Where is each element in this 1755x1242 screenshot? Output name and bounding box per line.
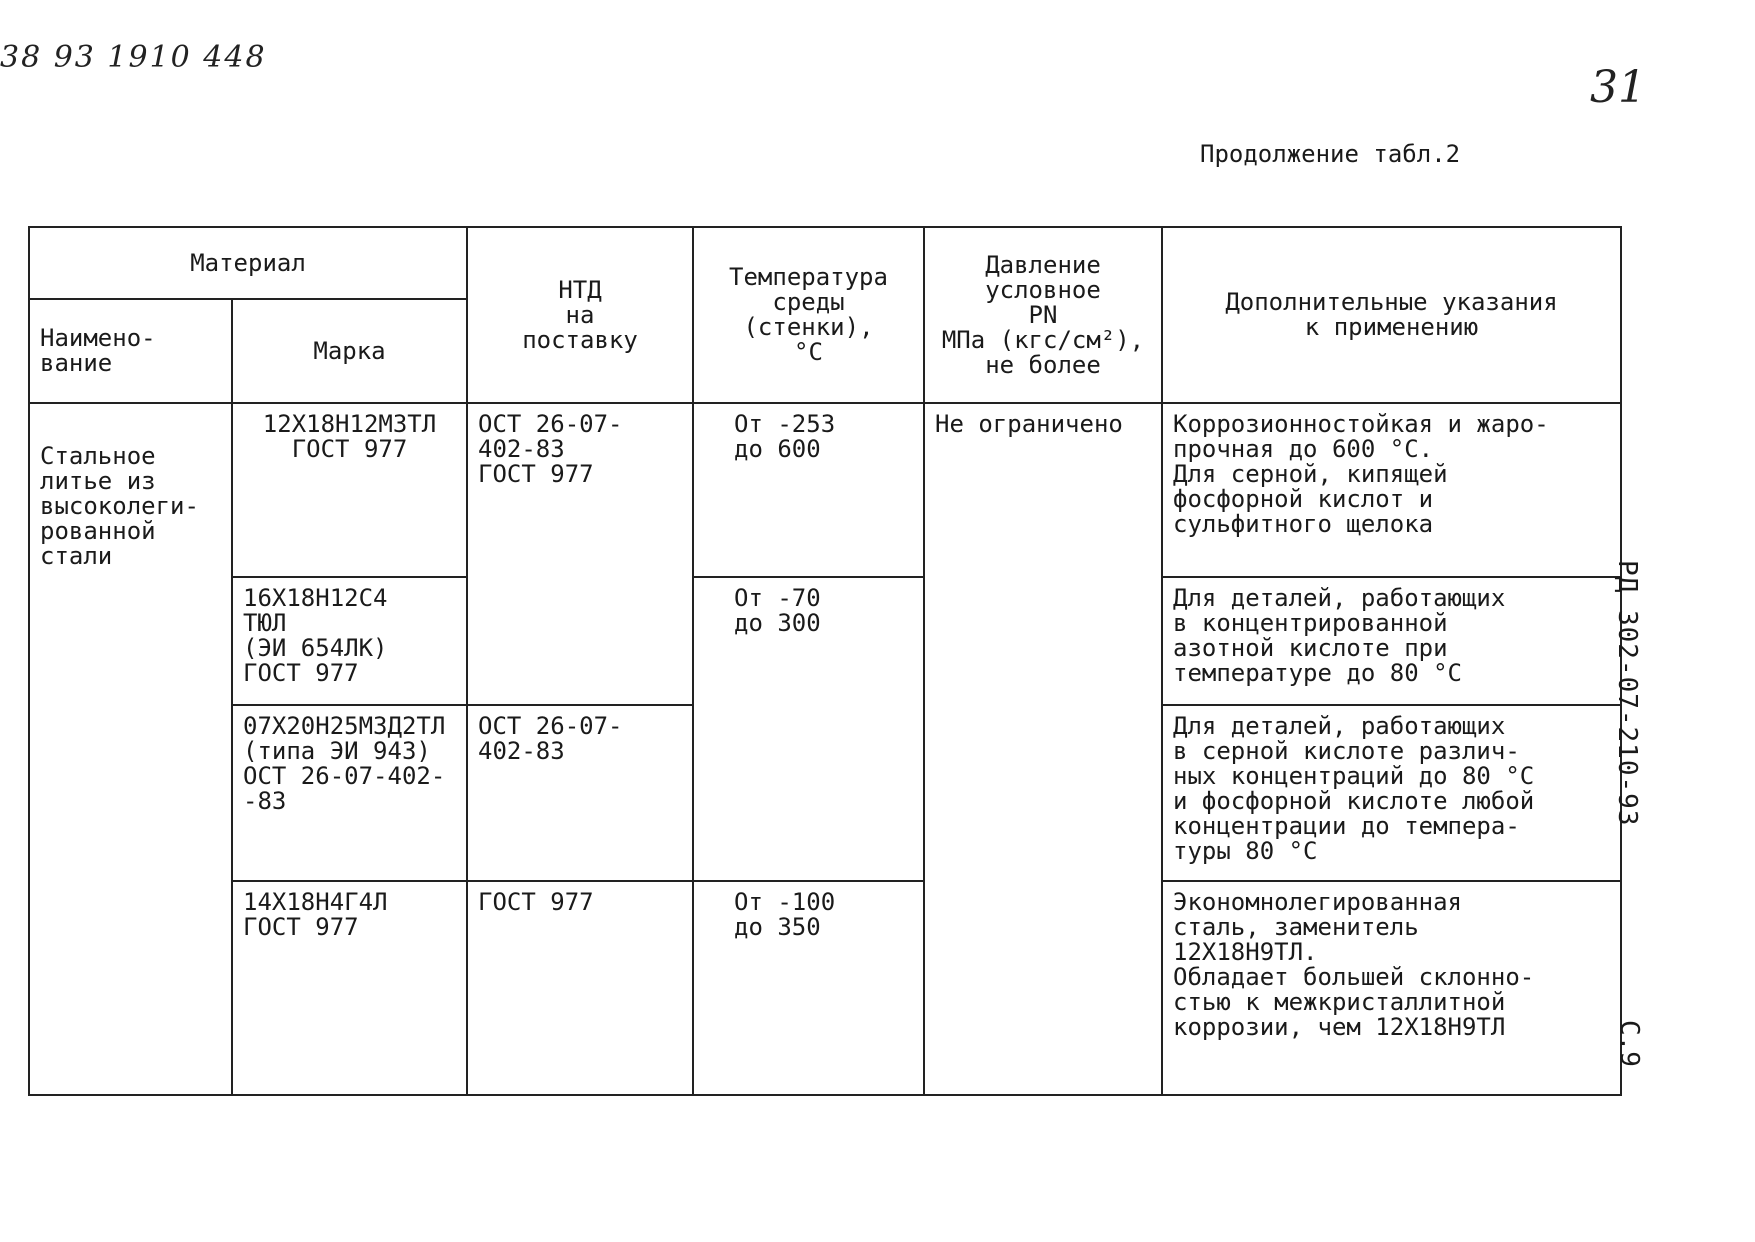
- materials-table-container: [28, 226, 1620, 1096]
- grade-cell: 14Х18Н4Г4Л ГОСТ 977: [232, 881, 467, 1095]
- temperature-cell: От -70 до 300: [693, 577, 924, 881]
- pressure-cell: Не ограничено: [924, 403, 1162, 1095]
- header-name: Наимено- вание: [29, 299, 232, 403]
- temperature-cell: От -253 до 600: [693, 403, 924, 577]
- header-material: Материал: [29, 227, 467, 299]
- notes-cell: Коррозионностойкая и жаро- прочная до 600 °С. Для серной, кипящей фосфорной кислот и сульфитного щелока: [1162, 403, 1621, 577]
- material-name-cell: Стальное литье из высоколеги- рованной стали: [29, 403, 232, 1095]
- notes-cell: Для деталей, работающих в серной кислоте различ- ных концентраций до 80 °С и фосфорной кислоте любой концентрации до темпера- туры 80 °С: [1162, 705, 1621, 881]
- header-grade: Марка: [232, 299, 467, 403]
- header-temperature: Температура среды (стенки), °С: [693, 227, 924, 403]
- ntd-cell: ГОСТ 977: [467, 881, 693, 1095]
- handwritten-note: 38 93 1910 448: [0, 40, 267, 75]
- grade-cell: 07Х20Н25М3Д2ТЛ (типа ЭИ 943) ОСТ 26-07-402- -83: [232, 705, 467, 881]
- temperature-cell: От -100 до 350: [693, 881, 924, 1095]
- materials-table: [28, 226, 1622, 1096]
- handwritten-page-number: 31: [1590, 62, 1646, 113]
- side-document-number: РД 302-07-210-93: [1612, 560, 1642, 827]
- grade-cell: 12Х18Н12М3ТЛ ГОСТ 977: [232, 403, 467, 577]
- notes-cell: Для деталей, работающих в концентрированной азотной кислоте при температуре до 80 °С: [1162, 577, 1621, 706]
- ntd-cell: ОСТ 26-07- 402-83 ГОСТ 977: [467, 403, 693, 705]
- table-continuation-title: Продолжение табл.2: [1200, 140, 1461, 168]
- grade-cell: 16Х18Н12С4 ТЮЛ (ЭИ 654ЛК) ГОСТ 977: [232, 577, 467, 706]
- side-page-number: С.9: [1614, 1020, 1644, 1067]
- table-row: [29, 403, 1621, 577]
- table-row: [29, 881, 1621, 1095]
- header-pressure: Давление условное PN МПа (кгс/см²), не более: [924, 227, 1162, 403]
- table-row: [29, 577, 1621, 706]
- ntd-cell: ОСТ 26-07- 402-83: [467, 705, 693, 881]
- header-ntd: НТД на поставку: [467, 227, 693, 403]
- header-notes: Дополнительные указания к применению: [1162, 227, 1621, 403]
- notes-cell: Экономнолегированная сталь, заменитель 12Х18Н9ТЛ. Обладает большей склонно- стью к межкристаллитной коррозии, чем 12Х18Н9ТЛ: [1162, 881, 1621, 1095]
